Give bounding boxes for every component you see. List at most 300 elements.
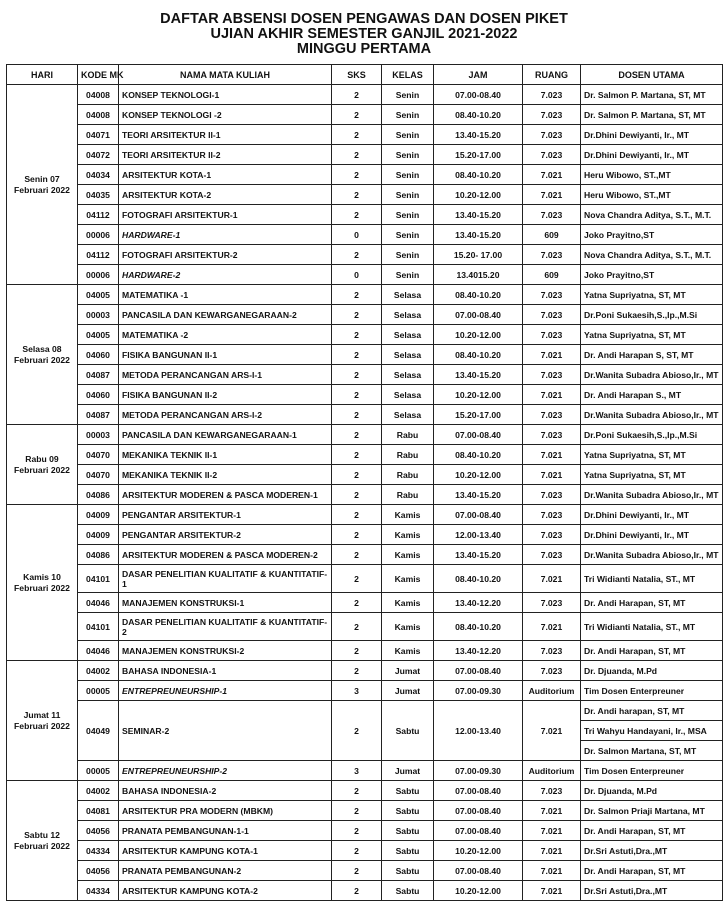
kelas-cell: Sabtu [382,881,434,901]
jam-cell: 07.00-08.40 [434,85,523,105]
jam-cell: 13.40-15.20 [434,225,523,245]
table-row [7,405,723,425]
nama-mata-kuliah-cell: MATEMATIKA -1 [119,285,332,305]
nama-mata-kuliah-cell: ARSITEKTUR KAMPUNG KOTA-1 [119,841,332,861]
header-kode-mk: KODE MK [78,65,119,85]
sks-cell: 2 [332,85,382,105]
kelas-cell: Sabtu [382,701,434,761]
kode-mk-cell: 04046 [78,593,119,613]
kode-mk-cell: 04071 [78,125,119,145]
dosen-utama-cell: Joko Prayitno,ST [581,225,723,245]
table-row [7,85,723,105]
kode-mk-cell: 04087 [78,405,119,425]
nama-mata-kuliah-cell: METODA PERANCANGAN ARS-I-2 [119,405,332,425]
ruang-cell: 7.021 [523,445,581,465]
dosen-utama-cell: Dr.Sri Astuti,Dra.,MT [581,881,723,901]
nama-mata-kuliah-cell: TEORI ARSITEKTUR II-1 [119,125,332,145]
kelas-cell: Senin [382,145,434,165]
dosen-utama-cell: Dr. Andi harapan, ST, MT [581,701,723,721]
kode-mk-cell: 04049 [78,701,119,761]
sks-cell: 2 [332,565,382,593]
jam-cell: 13.40-15.20 [434,205,523,225]
ruang-cell: 7.023 [523,405,581,425]
sks-cell: 0 [332,225,382,245]
kode-mk-cell: 04008 [78,85,119,105]
nama-mata-kuliah-cell: HARDWARE-2 [119,265,332,285]
nama-mata-kuliah-cell: MEKANIKA TEKNIK II-2 [119,465,332,485]
ruang-cell: 7.021 [523,345,581,365]
dosen-utama-cell: Dr.Wanita Subadra Abioso,Ir., MT [581,365,723,385]
nama-mata-kuliah-cell: FOTOGRAFI ARSITEKTUR-2 [119,245,332,265]
kelas-cell: Kamis [382,593,434,613]
kode-mk-cell: 00006 [78,265,119,285]
sks-cell: 2 [332,305,382,325]
dosen-utama-cell: Dr.Wanita Subadra Abioso,Ir., MT [581,405,723,425]
nama-mata-kuliah-cell: ENTREPREUNEURSHIP-2 [119,761,332,781]
jam-cell: 08.40-10.20 [434,165,523,185]
header-kelas: KELAS [382,65,434,85]
sks-cell: 2 [332,425,382,445]
jam-cell: 13.4015.20 [434,265,523,285]
table-row [7,525,723,545]
ruang-cell: 7.023 [523,641,581,661]
kode-mk-cell: 00003 [78,425,119,445]
jam-cell: 13.40-12.20 [434,641,523,661]
table-row [7,365,723,385]
jam-cell: 15.20-17.00 [434,405,523,425]
table-row [7,701,723,721]
nama-mata-kuliah-cell: MANAJEMEN KONSTRUKSI-2 [119,641,332,661]
dosen-utama-cell: Dr. Djuanda, M.Pd [581,661,723,681]
kode-mk-cell: 04056 [78,821,119,841]
dosen-utama-cell: Dr.Poni Sukaesih,S.,Ip.,M.Si [581,425,723,445]
ruang-cell: 7.021 [523,613,581,641]
nama-mata-kuliah-cell: BAHASA INDONESIA-2 [119,781,332,801]
ruang-cell: 609 [523,265,581,285]
dosen-utama-cell: Tim Dosen Enterpreuner [581,761,723,781]
table-row [7,125,723,145]
nama-mata-kuliah-cell: PENGANTAR ARSITEKTUR-2 [119,525,332,545]
ruang-cell: 7.021 [523,565,581,593]
kelas-cell: Kamis [382,505,434,525]
jam-cell: 10.20-12.00 [434,841,523,861]
kode-mk-cell: 04070 [78,465,119,485]
ruang-cell: 7.021 [523,801,581,821]
dosen-utama-cell: Nova Chandra Aditya, S.T., M.T. [581,205,723,225]
kelas-cell: Kamis [382,525,434,545]
table-row [7,265,723,285]
nama-mata-kuliah-cell: MANAJEMEN KONSTRUKSI-1 [119,593,332,613]
jam-cell: 07.00-08.40 [434,661,523,681]
sks-cell: 2 [332,545,382,565]
table-row [7,185,723,205]
jam-cell: 15.20-17.00 [434,145,523,165]
sks-cell: 2 [332,165,382,185]
jam-cell: 12.00-13.40 [434,701,523,761]
table-row [7,165,723,185]
sks-cell: 2 [332,525,382,545]
nama-mata-kuliah-cell: PANCASILA DAN KEWARGANEGARAAN-2 [119,305,332,325]
table-row [7,345,723,365]
dosen-utama-cell: Tri Widianti Natalia, ST., MT [581,565,723,593]
table-row [7,761,723,781]
table-row [7,385,723,405]
ruang-cell: 7.021 [523,165,581,185]
dosen-utama-cell: Joko Prayitno,ST [581,265,723,285]
kelas-cell: Senin [382,205,434,225]
dosen-utama-cell: Yatna Supriyatna, ST, MT [581,325,723,345]
sks-cell: 2 [332,465,382,485]
table-header-row [7,65,723,85]
sks-cell: 2 [332,505,382,525]
kelas-cell: Senin [382,225,434,245]
kelas-cell: Kamis [382,613,434,641]
nama-mata-kuliah-cell: PRANATA PEMBANGUNAN-2 [119,861,332,881]
table-row [7,593,723,613]
kode-mk-cell: 04070 [78,445,119,465]
table-row [7,325,723,345]
kelas-cell: Rabu [382,445,434,465]
sks-cell: 2 [332,445,382,465]
dosen-utama-cell: Dr. Salmon Priaji Martana, MT [581,801,723,821]
sks-cell: 2 [332,105,382,125]
kode-mk-cell: 04034 [78,165,119,185]
dosen-utama-cell: Dr. Salmon Martana, ST, MT [581,741,723,761]
kelas-cell: Jumat [382,761,434,781]
sks-cell: 2 [332,701,382,761]
jam-cell: 08.40-10.20 [434,105,523,125]
table-row [7,245,723,265]
ruang-cell: 7.023 [523,593,581,613]
nama-mata-kuliah-cell: SEMINAR-2 [119,701,332,761]
nama-mata-kuliah-cell: DASAR PENELITIAN KUALITATIF & KUANTITATIF-2 [119,613,332,641]
sks-cell: 2 [332,325,382,345]
kode-mk-cell: 04101 [78,565,119,593]
jam-cell: 07.00-08.40 [434,861,523,881]
ruang-cell: 7.021 [523,385,581,405]
title-line-1: DAFTAR ABSENSI DOSEN PENGAWAS DAN DOSEN PIKET [160,11,568,27]
header-sks: SKS [332,65,382,85]
header-dosen-utama: DOSEN UTAMA [581,65,723,85]
dosen-utama-cell: Tri Widianti Natalia, ST., MT [581,613,723,641]
dosen-utama-cell: Heru Wibowo, ST.,MT [581,165,723,185]
kelas-cell: Senin [382,125,434,145]
dosen-utama-cell: Tim Dosen Enterpreuner [581,681,723,701]
sks-cell: 2 [332,205,382,225]
ruang-cell: 7.023 [523,525,581,545]
ruang-cell: 7.023 [523,661,581,681]
dosen-utama-cell: Dr.Sri Astuti,Dra.,MT [581,841,723,861]
kelas-cell: Sabtu [382,841,434,861]
ruang-cell: 7.021 [523,701,581,761]
kelas-cell: Senin [382,165,434,185]
kode-mk-cell: 04072 [78,145,119,165]
jam-cell: 10.20-12.00 [434,881,523,901]
jam-cell: 13.40-15.20 [434,125,523,145]
nama-mata-kuliah-cell: DASAR PENELITIAN KUALITATIF & KUANTITATIF-1 [119,565,332,593]
day-label: Sabtu 12 Februari 2022 [7,781,78,901]
kelas-cell: Kamis [382,545,434,565]
jam-cell: 07.00-08.40 [434,425,523,445]
kode-mk-cell: 04056 [78,861,119,881]
nama-mata-kuliah-cell: PENGANTAR ARSITEKTUR-1 [119,505,332,525]
kelas-cell: Selasa [382,345,434,365]
dosen-utama-cell: Tri Wahyu Handayani, Ir., MSA [581,721,723,741]
nama-mata-kuliah-cell: FISIKA BANGUNAN II-2 [119,385,332,405]
kelas-cell: Rabu [382,425,434,445]
ruang-cell: 7.023 [523,125,581,145]
dosen-utama-cell: Dr. Andi Harapan, ST, MT [581,861,723,881]
dosen-utama-cell: Dr.Wanita Subadra Abioso,Ir., MT [581,485,723,505]
nama-mata-kuliah-cell: BAHASA INDONESIA-1 [119,661,332,681]
sks-cell: 2 [332,125,382,145]
table-row [7,145,723,165]
kelas-cell: Rabu [382,465,434,485]
kode-mk-cell: 04009 [78,505,119,525]
jam-cell: 07.00-08.40 [434,305,523,325]
table-row [7,305,723,325]
ruang-cell: 7.023 [523,105,581,125]
kode-mk-cell: 04008 [78,105,119,125]
ruang-cell: 609 [523,225,581,245]
kode-mk-cell: 04060 [78,345,119,365]
jam-cell: 08.40-10.20 [434,565,523,593]
ruang-cell: 7.023 [523,505,581,525]
kelas-cell: Jumat [382,681,434,701]
kelas-cell: Selasa [382,305,434,325]
ruang-cell: 7.023 [523,285,581,305]
sks-cell: 2 [332,485,382,505]
jam-cell: 12.00-13.40 [434,525,523,545]
kelas-cell: Sabtu [382,861,434,881]
title-line-3: MINGGU PERTAMA [296,41,432,57]
kelas-cell: Sabtu [382,821,434,841]
ruang-cell: 7.023 [523,425,581,445]
kode-mk-cell: 00005 [78,761,119,781]
table-row [7,425,723,445]
table-row [7,205,723,225]
dosen-utama-cell: Heru Wibowo, ST.,MT [581,185,723,205]
table-row [7,661,723,681]
sks-cell: 2 [332,661,382,681]
sks-cell: 2 [332,801,382,821]
sks-cell: 2 [332,841,382,861]
dosen-utama-cell: Yatna Supriyatna, ST, MT [581,285,723,305]
sks-cell: 2 [332,781,382,801]
dosen-utama-cell: Yatna Supriyatna, ST, MT [581,465,723,485]
kode-mk-cell: 04086 [78,545,119,565]
kelas-cell: Jumat [382,661,434,681]
jam-cell: 07.00-08.40 [434,781,523,801]
kode-mk-cell: 04087 [78,365,119,385]
jam-cell: 08.40-10.20 [434,285,523,305]
kode-mk-cell: 04009 [78,525,119,545]
dosen-utama-cell: Dr.Poni Sukaesih,S.,Ip.,M.Si [581,305,723,325]
ruang-cell: 7.021 [523,861,581,881]
table-body [7,85,723,901]
kode-mk-cell: 04005 [78,285,119,305]
nama-mata-kuliah-cell: KONSEP TEKNOLOGI -2 [119,105,332,125]
dosen-utama-cell: Dr.Wanita Subadra Abioso,Ir., MT [581,545,723,565]
table-row [7,465,723,485]
sks-cell: 2 [332,185,382,205]
nama-mata-kuliah-cell: ARSITEKTUR PRA MODERN (MBKM) [119,801,332,821]
jam-cell: 10.20-12.00 [434,465,523,485]
table-row [7,565,723,593]
dosen-utama-cell: Dr. Andi Harapan S, ST, MT [581,345,723,365]
kelas-cell: Kamis [382,641,434,661]
ruang-cell: Auditorium [523,681,581,701]
ruang-cell: 7.023 [523,205,581,225]
header-jam: JAM [434,65,523,85]
jam-cell: 13.40-15.20 [434,545,523,565]
kode-mk-cell: 04334 [78,841,119,861]
kode-mk-cell: 04035 [78,185,119,205]
ruang-cell: 7.021 [523,465,581,485]
jam-cell: 08.40-10.20 [434,613,523,641]
ruang-cell: 7.023 [523,245,581,265]
jam-cell: 13.40-12.20 [434,593,523,613]
sks-cell: 2 [332,861,382,881]
jam-cell: 10.20-12.00 [434,325,523,345]
nama-mata-kuliah-cell: ARSITEKTUR MODEREN & PASCA MODEREN-2 [119,545,332,565]
sks-cell: 3 [332,761,382,781]
day-label: Senin 07 Februari 2022 [7,85,78,285]
header-nama-mata-kuliah: NAMA MATA KULIAH [119,65,332,85]
table-row [7,485,723,505]
kelas-cell: Senin [382,85,434,105]
ruang-cell: 7.023 [523,781,581,801]
nama-mata-kuliah-cell: PRANATA PEMBANGUNAN-1-1 [119,821,332,841]
table-row [7,613,723,641]
kode-mk-cell: 04086 [78,485,119,505]
jam-cell: 07.00-09.30 [434,681,523,701]
kelas-cell: Rabu [382,485,434,505]
sks-cell: 2 [332,345,382,365]
ruang-cell: 7.023 [523,85,581,105]
table-row [7,105,723,125]
schedule-table [6,64,723,901]
table-row [7,225,723,245]
nama-mata-kuliah-cell: ENTREPREUNEURSHIP-1 [119,681,332,701]
day-label: Jumat 11 Februari 2022 [7,661,78,781]
kelas-cell: Selasa [382,405,434,425]
table-row [7,841,723,861]
header-ruang: RUANG [523,65,581,85]
kode-mk-cell: 00003 [78,305,119,325]
kelas-cell: Senin [382,185,434,205]
dosen-utama-cell: Dr. Andi Harapan S., MT [581,385,723,405]
sks-cell: 2 [332,881,382,901]
ruang-cell: 7.023 [523,545,581,565]
kode-mk-cell: 04101 [78,613,119,641]
kode-mk-cell: 04112 [78,205,119,225]
dosen-utama-cell: Nova Chandra Aditya, S.T., M.T. [581,245,723,265]
jam-cell: 08.40-10.20 [434,445,523,465]
jam-cell: 07.00-09.30 [434,761,523,781]
day-label: Rabu 09 Februari 2022 [7,425,78,505]
nama-mata-kuliah-cell: KONSEP TEKNOLOGI-1 [119,85,332,105]
kelas-cell: Kamis [382,565,434,593]
dosen-utama-cell: Dr. Andi Harapan, ST, MT [581,821,723,841]
table-row [7,445,723,465]
kode-mk-cell: 00005 [78,681,119,701]
nama-mata-kuliah-cell: PANCASILA DAN KEWARGANEGARAAN-1 [119,425,332,445]
kelas-cell: Selasa [382,325,434,345]
dosen-utama-cell: Dr. Salmon P. Martana, ST, MT [581,85,723,105]
kode-mk-cell: 04046 [78,641,119,661]
dosen-utama-cell: Dr.Dhini Dewiyanti, Ir., MT [581,505,723,525]
nama-mata-kuliah-cell: METODA PERANCANGAN ARS-I-1 [119,365,332,385]
kode-mk-cell: 04081 [78,801,119,821]
day-label: Selasa 08 Februari 2022 [7,285,78,425]
header-hari: HARI [7,65,78,85]
ruang-cell: Auditorium [523,761,581,781]
sks-cell: 2 [332,145,382,165]
ruang-cell: 7.021 [523,185,581,205]
sks-cell: 2 [332,285,382,305]
ruang-cell: 7.023 [523,145,581,165]
jam-cell: 07.00-08.40 [434,505,523,525]
table-row [7,801,723,821]
nama-mata-kuliah-cell: ARSITEKTUR KOTA-2 [119,185,332,205]
sks-cell: 2 [332,245,382,265]
kode-mk-cell: 04060 [78,385,119,405]
dosen-utama-cell: Dr.Dhini Dewiyanti, Ir., MT [581,125,723,145]
ruang-cell: 7.023 [523,485,581,505]
sks-cell: 2 [332,613,382,641]
ruang-cell: 7.021 [523,881,581,901]
sks-cell: 2 [332,821,382,841]
jam-cell: 15.20- 17.00 [434,245,523,265]
sks-cell: 0 [332,265,382,285]
kelas-cell: Selasa [382,365,434,385]
kode-mk-cell: 04002 [78,661,119,681]
sks-cell: 2 [332,365,382,385]
table-row [7,881,723,901]
nama-mata-kuliah-cell: HARDWARE-1 [119,225,332,245]
kode-mk-cell: 04334 [78,881,119,901]
document-title [0,0,728,57]
ruang-cell: 7.023 [523,305,581,325]
table-row [7,861,723,881]
ruang-cell: 7.023 [523,365,581,385]
table-row [7,681,723,701]
table-row [7,821,723,841]
nama-mata-kuliah-cell: FOTOGRAFI ARSITEKTUR-1 [119,205,332,225]
sks-cell: 2 [332,385,382,405]
nama-mata-kuliah-cell: ARSITEKTUR KAMPUNG KOTA-2 [119,881,332,901]
ruang-cell: 7.023 [523,325,581,345]
table-row [7,545,723,565]
nama-mata-kuliah-cell: MATEMATIKA -2 [119,325,332,345]
kelas-cell: Selasa [382,385,434,405]
jam-cell: 07.00-08.40 [434,801,523,821]
kelas-cell: Senin [382,265,434,285]
dosen-utama-cell: Dr. Salmon P. Martana, ST, MT [581,105,723,125]
kelas-cell: Sabtu [382,801,434,821]
jam-cell: 07.00-08.40 [434,821,523,841]
nama-mata-kuliah-cell: FISIKA BANGUNAN II-1 [119,345,332,365]
title-line-2: UJIAN AKHIR SEMESTER GANJIL 2021-2022 [210,26,518,42]
kode-mk-cell: 04005 [78,325,119,345]
jam-cell: 08.40-10.20 [434,345,523,365]
jam-cell: 10.20-12.00 [434,385,523,405]
kode-mk-cell: 04112 [78,245,119,265]
dosen-utama-cell: Yatna Supriyatna, ST, MT [581,445,723,465]
sks-cell: 2 [332,405,382,425]
jam-cell: 13.40-15.20 [434,485,523,505]
